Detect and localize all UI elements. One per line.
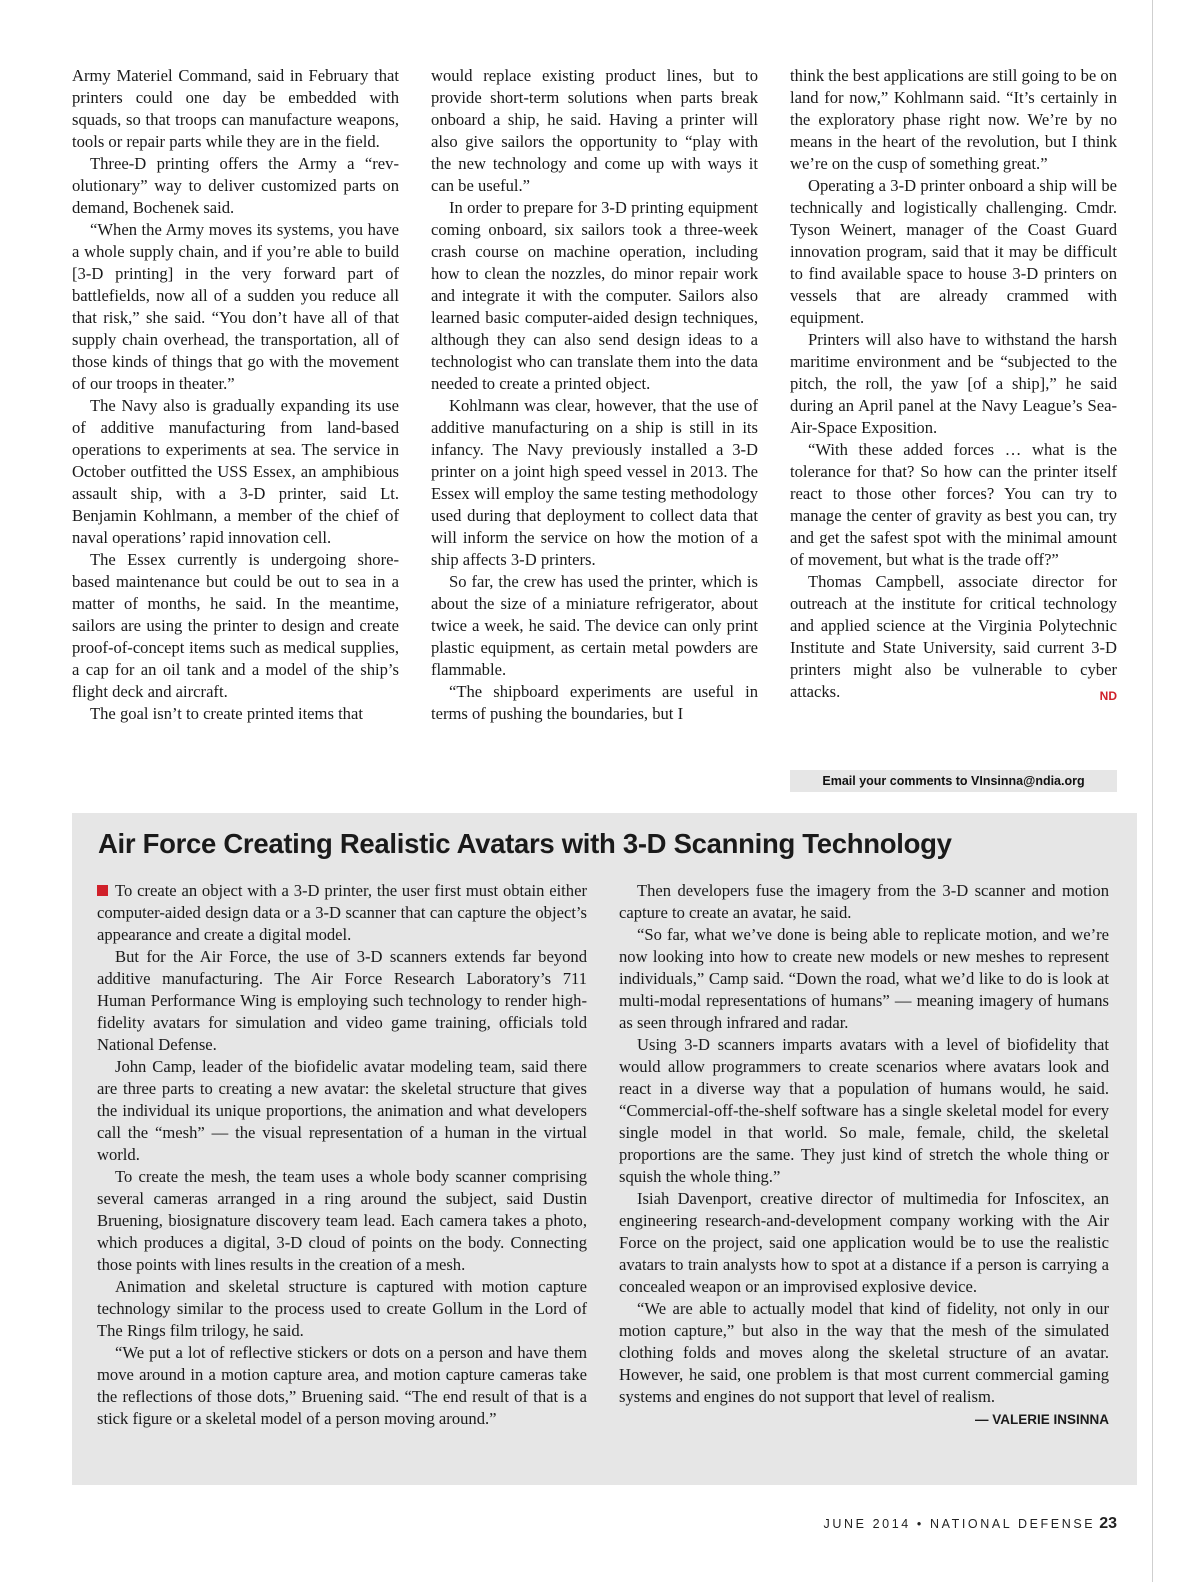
sidebar-column-left — [97, 880, 587, 1430]
article-paragraph: Printers will also have to withstand the harsh maritime environment and be “subjected to the pitch, the roll, the yaw [of a ship],” he said during an April panel at the Navy League’s Sea-Air-Space Exposition. — [790, 330, 1117, 437]
article-paragraph: “With these added forces … what is the tolerance for that? So how can the printer itself react to those other forces? You can try to manage the center of gravity as best you can, try and get the safest spot with the minimal amount of movement, but what is the trade off?” — [790, 440, 1117, 569]
sidebar-paragraph: John Camp, leader of the biofidelic avatar modeling team, said there are three parts to creating a new avatar: the skeletal structure that gives the individual its unique proportions, the animation and what developers call the “mesh” — the visual representation of a human in the virtual world. — [97, 1057, 587, 1164]
sidebar-paragraph: Animation and skeletal structure is captured with motion capture technology similar to the process used to create Gollum in the Lord of The Rings film trilogy, he said. — [97, 1277, 587, 1340]
sidebar-paragraph: Using 3-D scanners imparts avatars with a level of biofidelity that would allow programmers to create scenarios where avatars look and react in a diverse way that a population of humans would, he said. “Commercial-off-the-shelf software has a single skeletal model for every single model in that world. So male, female, child, the skeletal proportions are the same. They just kind of stretch the whole thing or squish the whole thing.” — [619, 1035, 1109, 1186]
article-last-paragraph — [790, 571, 1117, 703]
sidebar-paragraph: “We put a lot of reflective stickers or dots on a person and have them move around in a motion capture area, and motion capture cameras take the reflections of those dots,” Bruening said. “The end result of that is a stick figure or a skeletal model of a person moving around.” — [97, 1343, 587, 1428]
page-footer — [824, 1514, 1117, 1534]
sidebar-paragraph: To create the mesh, the team uses a whole body scanner comprising several cameras arranged in a ring around the subject, said Dustin Bruening, biosignature discovery team lead. Each camera takes a photo, which produces a digital, 3-D cloud of points on the body. Connecting those points with lines results in the creation of a mesh. — [97, 1167, 587, 1274]
footer-issue: JUNE 2014 • NATIONAL DEFENSE — [823, 1517, 1096, 1531]
article-column-2 — [431, 65, 758, 725]
article-paragraph: The Essex currently is undergoing shore-based maintenance but could be out to sea in a matter of months, he said. In the meantime, sailors are using the printer to design and create proof-of-concept items such as medical supplies, a cap for an oil tank and a model of the ship’s flight deck and aircraft. — [72, 550, 399, 701]
email-comments-bar — [790, 770, 1117, 792]
article-paragraph: Three-D printing offers the Army a “revolutionary” way to deliver customized parts on demand, Bochenek said. — [72, 154, 399, 217]
article-paragraph: Army Materiel Command, said in February that printers could one day be embedded with squads, so that troops can manufacture weapons, tools or repair parts while they are in the field. — [72, 66, 399, 151]
sidebar-paragraph: But for the Air Force, the use of 3-D scanners extends far beyond additive manufacturing. The Air Force Research Laboratory’s 711 Human Performance Wing is employing such technology to render high-fidelity avatars for simulation and video game training, officials told National Defense. — [97, 947, 587, 1054]
article-paragraph: would replace existing product lines, but to provide short-term solutions when parts break onboard a ship, he said. Having a printer will also give sailors the opportunity to “play with the new technology and come up with ways it can be useful.” — [431, 66, 758, 195]
sidebar-title: Air Force Creating Realistic Avatars with 3-D Scanning Technology — [98, 828, 952, 859]
sidebar-paragraph: To create an object with a 3-D printer, the user first must obtain either computer-aided design data or a 3-D scanner that can capture the object’s appearance and create a digital model. — [97, 881, 587, 944]
email-address-link[interactable]: VInsinna@ndia.org — [971, 774, 1085, 788]
sidebar-last-paragraph — [619, 1298, 1109, 1427]
sidebar-paragraph: “So far, what we’ve done is being able to replicate motion, and we’re now looking into how to create new models or new meshes to represent individuals,” Camp said. “Down the road, what we’d like to do is look at multi-modal representations of humans” — meaning imagery of humans as seen through infrared and radar. — [619, 925, 1109, 1032]
article-paragraph: The Navy also is gradually expanding its use of additive manufacturing from land-based operations to experiments at sea. The service in October outfitted the USS Essex, an amphibious assault ship, with a 3-D printer, said Lt. Benjamin Kohlmann, a member of the chief of naval operations’ rapid innovation cell. — [72, 396, 399, 547]
email-prefix: Email your comments to — [822, 774, 972, 788]
sidebar-column-right — [619, 880, 1109, 1431]
article-paragraph: Operating a 3-D printer onboard a ship will be technically and logistically challenging. Cmdr. Tyson Weinert, manager of the Coast Guard innovation program, said that it may be difficult to find available space to house 3-D printers on vessels that are already crammed with equipment. — [790, 176, 1117, 327]
article-paragraph: “When the Army moves its systems, you have a whole supply chain, and if you’re able to build [3-D printing] in the very forward part of battlefields, now all of a sudden you reduce all that risk,” she said. “You don’t have all of that supply chain overhead, the transportation, all of those kinds of things that go with the movement of our troops in theater.” — [72, 220, 399, 393]
article-paragraph: In order to prepare for 3-D printing equipment coming onboard, six sailors took a three-week crash course on machine operation, including how to clean the nozzles, do minor repair work and integrate it with the computer. Sailors also learned basic computer-aided design techniques, although they can also send design ideas to a technologist who can translate them into the data needed to create a printed object. — [431, 198, 758, 393]
article-paragraph: think the best applications are still going to be on land for now,” Kohlmann said. “It’s certainly in the exploratory phase right now. We’re by no means in the heart of the revolution, but I think we’re on the cusp of something great.” — [790, 66, 1117, 173]
article-paragraph: So far, the crew has used the printer, which is about the size of a miniature refrigerator, about twice a week, he said. The device can only print plastic equipment, as certain metal powders are flammable. — [431, 572, 758, 679]
article-column-3 — [790, 65, 1117, 707]
article-paragraph: Kohlmann was clear, however, that the use of additive manufacturing on a ship is still in its infancy. The Navy previously installed a 3-D printer on a joint high speed vessel in 2013. The Essex will employ the same testing methodology used during that deployment to collect data that will inform the service on how the motion of a ship affects 3-D printers. — [431, 396, 758, 569]
end-mark: ND — [1099, 689, 1117, 703]
sidebar-paragraph: Isiah Davenport, creative director of multimedia for Infoscitex, an engineering research-and-development company working with the Air Force on the project, said one application would be to use the realistic avatars to train analysts how to spot at a distance if a person is carrying a concealed weapon or an improvised explosive device. — [619, 1189, 1109, 1296]
article-paragraph: Thomas Campbell, associate director for outreach at the institute for critical technology and applied science at the Virginia Polytechnic Institute and State University, said current 3-D printers might also be vulnerable to cyber attacks. — [790, 572, 1117, 701]
byline: — VALERIE INSINNA — [974, 1412, 1109, 1427]
article-column-1 — [72, 65, 399, 725]
page-number: 23 — [1099, 1515, 1117, 1532]
sidebar-paragraph: Then developers fuse the imagery from the 3-D scanner and motion capture to create an avatar, he said. — [619, 881, 1109, 922]
article-paragraph: The goal isn’t to create printed items that — [90, 704, 363, 723]
page-edge-line — [1152, 0, 1153, 1582]
sidebar-paragraph: “We are able to actually model that kind of fidelity, not only in our motion capture,” but also in the way that the mesh of the simulated clothing folds and moves along the skeletal structure of an avatar. However, he said, one problem is that most current commercial gaming systems and engines do not support that level of realism. — [619, 1299, 1109, 1406]
sidebar-first-paragraph — [97, 880, 587, 946]
red-square-bullet-icon — [97, 885, 108, 896]
article-paragraph: “The shipboard experiments are useful in terms of pushing the boundaries, but I — [431, 682, 758, 723]
